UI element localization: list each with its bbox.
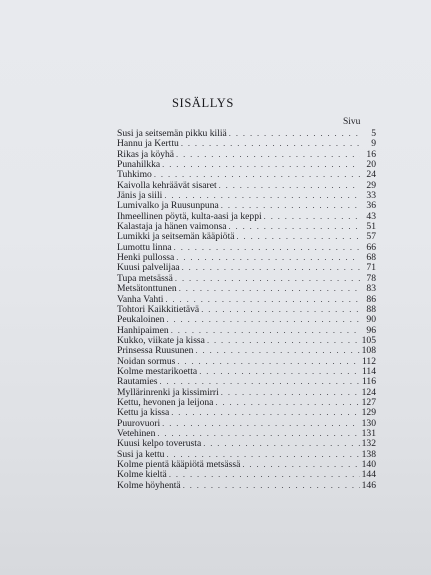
toc-entry	[117, 149, 376, 159]
dot-leader	[229, 221, 361, 231]
toc-entry	[117, 242, 376, 252]
toc-entry	[117, 335, 376, 345]
toc-entry-title: Prinsessa Ruusunen	[117, 345, 194, 357]
dot-leader	[201, 304, 360, 314]
toc-entry-page-number: 24	[366, 169, 376, 181]
page-column-label: Sivu	[343, 117, 361, 127]
toc-entry-page-number: 83	[366, 283, 376, 295]
dot-leader	[166, 449, 359, 459]
toc-entry-title: Tuhkimo	[117, 169, 152, 181]
toc-entry	[117, 159, 376, 169]
toc-entry-title: Kolme höyhentä	[117, 479, 181, 491]
toc-entry	[117, 294, 376, 304]
toc-entry-page-number: 78	[366, 272, 376, 284]
toc-entry	[117, 366, 376, 376]
dot-leader	[157, 428, 359, 438]
toc-entry-page-number: 29	[366, 179, 376, 191]
toc-entry	[117, 221, 376, 231]
toc-entry-page-number: 105	[361, 334, 376, 346]
dot-leader	[195, 345, 359, 355]
toc-entry-title: Kolme pientä kääpiötä metsässä	[117, 459, 241, 470]
dot-leader	[264, 211, 360, 221]
dot-leader	[164, 190, 360, 200]
dot-leader	[237, 231, 361, 241]
toc-entry-page-number: 71	[366, 262, 376, 274]
toc-entry-title: Metsätonttunen	[117, 283, 177, 295]
dot-leader	[215, 397, 359, 407]
toc-entry-title: Lumikki ja seitsemän kääpiötä	[117, 231, 235, 243]
toc-entry-title: Kaivolla kehräävät sisaret	[117, 179, 217, 191]
toc-entry-title: Myllärinrenki ja kissimirri	[117, 386, 219, 398]
toc-entry-page-number: 33	[366, 190, 376, 202]
toc-entry-title: Kuusi palvelijaa	[117, 262, 180, 274]
toc-entry-title: Henki pullossa	[117, 252, 175, 264]
dot-leader	[221, 387, 360, 397]
toc-entry	[117, 449, 376, 459]
toc-entry-title: Lumottu linna	[117, 241, 172, 253]
dot-leader	[166, 314, 360, 324]
dot-leader	[169, 469, 360, 479]
toc-entry-page-number: 129	[361, 407, 376, 419]
toc-entry-page-number: 112	[361, 355, 376, 367]
toc-entry	[117, 283, 376, 293]
dot-leader	[219, 180, 360, 190]
dot-leader	[203, 438, 359, 448]
toc-entry	[117, 273, 376, 283]
toc-entry-page-number: 68	[366, 252, 376, 264]
toc-entry-title: Rautamies	[117, 376, 158, 388]
toc-entry-title: Punahilkka	[117, 159, 161, 171]
toc-entry-title: Lumivalko ja Ruusunpuna	[117, 200, 219, 212]
toc-entry-page-number: 16	[366, 148, 376, 160]
toc-entry-title: Rikas ja köyhä	[117, 148, 175, 160]
dot-leader	[174, 242, 360, 252]
toc-entry-title: Vanha Vahti	[117, 293, 164, 305]
toc-entry-page-number: 131	[361, 427, 376, 439]
toc-entry-title: Tupa metsässä	[117, 272, 173, 284]
toc-entry-title: Hannu ja Kerttu	[117, 138, 179, 150]
toc-entry	[117, 325, 376, 335]
toc-entry-page-number: 86	[366, 293, 376, 305]
toc-entry	[117, 480, 376, 490]
dot-leader	[181, 138, 360, 148]
toc-entry	[117, 128, 376, 138]
toc-entry	[117, 200, 376, 210]
dot-leader	[182, 262, 360, 272]
toc-entry-title: Kalastaja ja hänen vaimonsa	[117, 221, 227, 233]
toc-entry-page-number: 127	[361, 396, 376, 408]
toc-entry-title: Hanhipaimen	[117, 324, 169, 336]
toc-entry	[117, 459, 376, 469]
toc-entry-title: Puurovuori	[117, 417, 161, 429]
toc-entry	[117, 169, 376, 179]
toc-entry-page-number: 116	[361, 376, 376, 388]
toc-entry	[117, 356, 376, 366]
toc-entry-title: Tohtori Kaikkitietävä	[117, 303, 200, 315]
toc-entry	[117, 397, 376, 407]
toc-entry	[117, 469, 376, 479]
toc-entry	[117, 190, 376, 200]
toc-entry	[117, 345, 376, 355]
toc-entry-title: Susi ja kettu	[117, 448, 165, 460]
toc-entry	[117, 138, 376, 148]
toc-entry-title: Kolme kieltä	[117, 469, 167, 481]
toc-entry-page-number: 138	[361, 448, 376, 460]
toc-entry-title: Kettu ja kissa	[117, 407, 170, 419]
dot-leader	[229, 128, 360, 138]
toc-entry-page-number: 57	[366, 231, 376, 243]
toc-entry-page-number: 114	[361, 365, 376, 377]
dot-leader	[183, 480, 360, 490]
toc-entry-page-number: 146	[361, 479, 376, 491]
toc-entry-title: Peukaloinen	[117, 314, 165, 326]
dot-leader	[171, 407, 359, 417]
toc-entry-page-number: 90	[366, 314, 376, 326]
toc-entry	[117, 304, 376, 314]
dot-leader	[176, 149, 360, 159]
toc-entry	[117, 262, 376, 272]
contents-heading: SISÄLLYS	[172, 96, 234, 110]
toc-entry	[117, 418, 376, 428]
dot-leader	[162, 418, 359, 428]
toc-entry-page-number: 132	[361, 438, 376, 450]
toc-entry-page-number: 144	[361, 469, 376, 481]
toc-entry-page-number: 51	[366, 221, 376, 233]
toc-entry-page-number: 43	[366, 210, 376, 222]
toc-entry	[117, 180, 376, 190]
dot-leader	[154, 169, 360, 179]
toc-entry-page-number: 66	[366, 241, 376, 253]
toc-entry-title: Kuusi kelpo toverusta	[117, 438, 202, 450]
toc-entry-page-number: 36	[366, 200, 376, 212]
toc-entry-page-number: 88	[366, 303, 376, 315]
toc-entry-page-number: 124	[361, 386, 376, 398]
toc-entry-title: Kolme mestarikoetta	[117, 365, 198, 377]
toc-entry-page-number: 96	[366, 324, 376, 336]
toc-entry-page-number: 5	[371, 128, 376, 139]
dot-leader	[171, 325, 360, 335]
dot-leader	[207, 335, 360, 345]
toc-entry-title: Kettu, hevonen ja leijona	[117, 396, 214, 408]
toc-entry	[117, 376, 376, 386]
toc-entry	[117, 252, 376, 262]
toc-entry-title: Noidan sormus	[117, 355, 176, 367]
toc-entry-title: Kukko, viikate ja kissa	[117, 334, 205, 346]
toc-entry	[117, 407, 376, 417]
dot-leader	[175, 273, 360, 283]
dot-leader	[162, 159, 360, 169]
toc-entry-title: Jänis ja siili	[117, 190, 163, 202]
toc-entry-page-number: 140	[361, 459, 376, 470]
dot-leader	[165, 294, 360, 304]
toc-entry-page-number: 108	[361, 345, 376, 357]
dot-leader	[160, 376, 360, 386]
toc-entry-page-number: 20	[366, 159, 376, 171]
dot-leader	[179, 283, 360, 293]
dot-leader	[176, 252, 360, 262]
toc-entry-page-number: 130	[361, 417, 376, 429]
toc-entry	[117, 211, 376, 221]
dot-leader	[221, 200, 360, 210]
toc-entry-title: Ihmeellinen pöytä, kulta-aasi ja keppi	[117, 210, 262, 222]
toc-entry	[117, 314, 376, 324]
toc-entry	[117, 428, 376, 438]
toc-entry-page-number: 9	[371, 138, 376, 150]
toc-entry	[117, 231, 376, 241]
toc-entry	[117, 387, 376, 397]
dot-leader	[199, 366, 360, 376]
toc-entry-title: Susi ja seitsemän pikku kiliä	[117, 128, 227, 139]
dot-leader	[242, 459, 359, 469]
table-of-contents	[117, 128, 376, 490]
toc-entry	[117, 438, 376, 448]
toc-entry-title: Vetehinen	[117, 427, 156, 439]
dot-leader	[177, 356, 360, 366]
